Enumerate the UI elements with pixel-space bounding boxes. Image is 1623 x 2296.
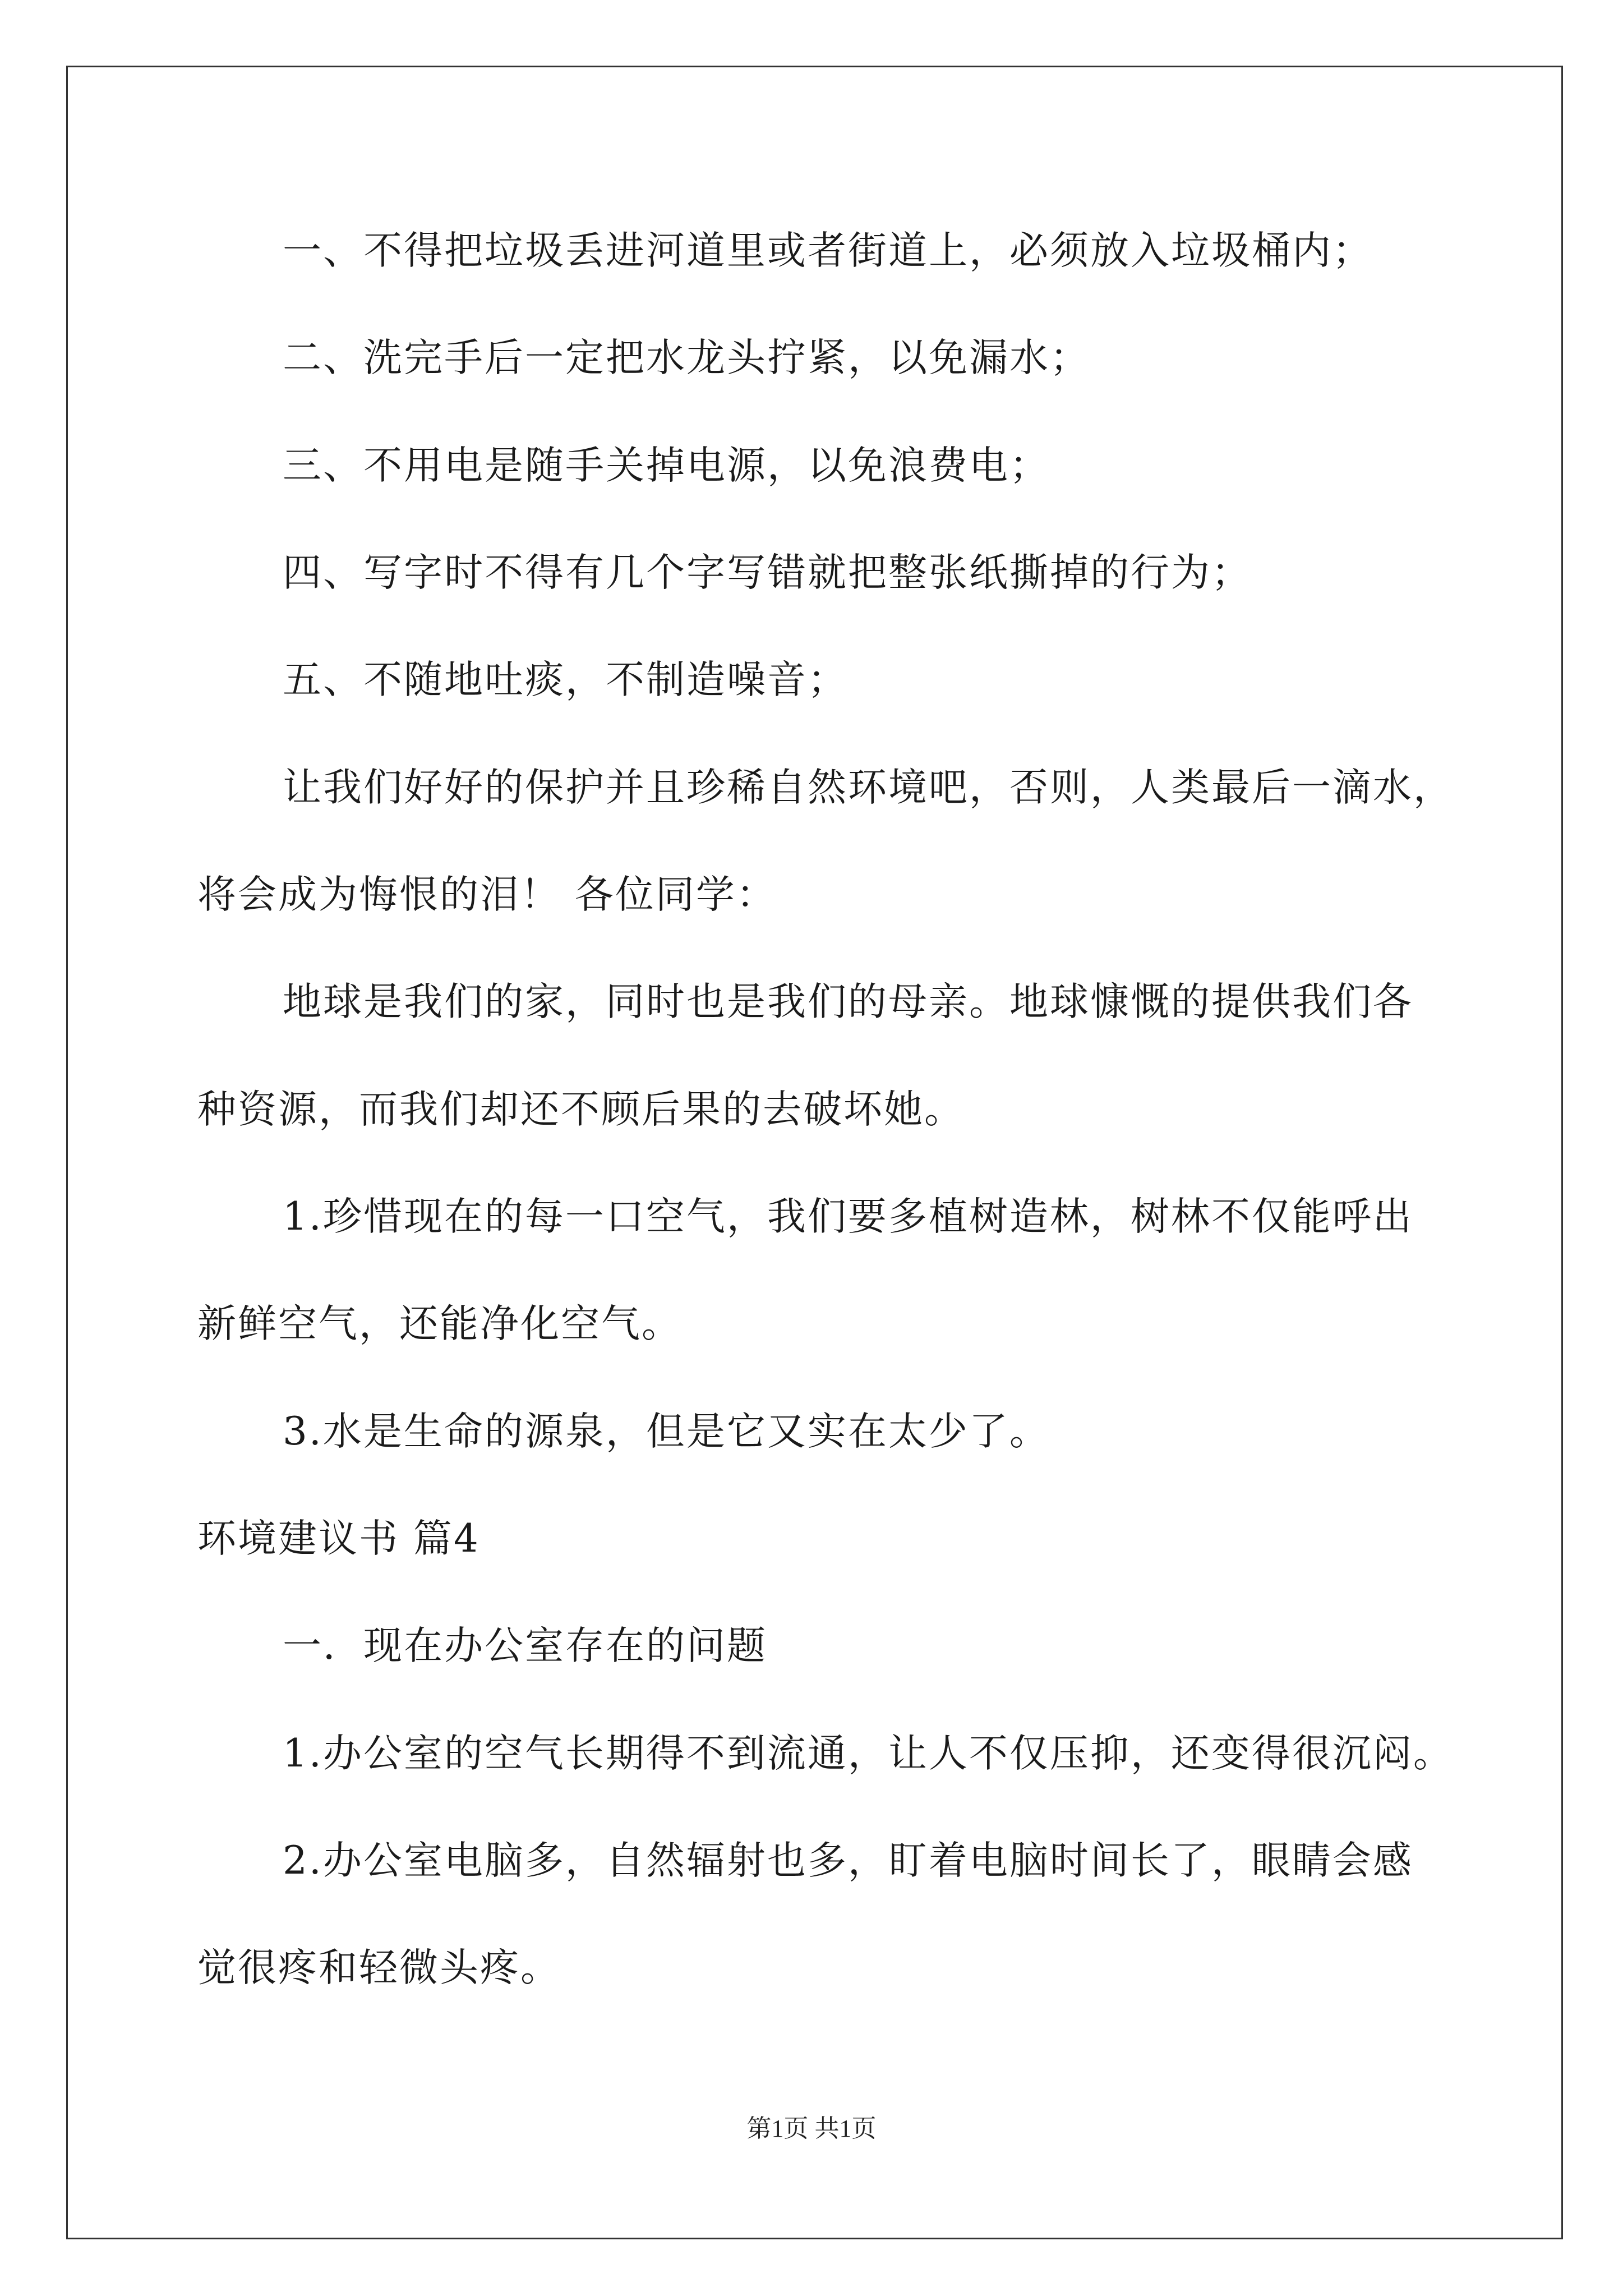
paragraph-office-air: 1.办公室的空气长期得不到流通，让人不仅压抑，还变得很沉闷。 [283, 1731, 1454, 1776]
paragraph-rule-4: 四、写字时不得有几个字写错就把整张纸撕掉的行为； [283, 550, 1252, 595]
paragraph-rule-1: 一、不得把垃圾丢进河道里或者街道上，必须放入垃圾桶内； [283, 228, 1373, 273]
page-border [66, 66, 1563, 2239]
paragraph-earth-line-2: 种资源，而我们却还不顾后果的去破坏她。 [197, 1087, 965, 1132]
paragraph-air-line-1: 1.珍惜现在的每一口空气，我们要多植树造林，树林不仅能呼出 [283, 1194, 1413, 1239]
paragraph-rule-5: 五、不随地吐痰，不制造噪音； [283, 657, 848, 702]
paragraph-appeal-line-1: 让我们好好的保护并且珍稀自然环境吧，否则，人类最后一滴水， [283, 765, 1454, 810]
subheading-office-problems: 一．现在办公室存在的问题 [283, 1623, 767, 1668]
paragraph-office-computer-line-2: 觉很疼和轻微头疼。 [197, 1945, 561, 1990]
paragraph-rule-2: 二、洗完手后一定把水龙头拧紧，以免漏水； [283, 335, 1090, 380]
paragraph-air-line-2: 新鲜空气，还能净化空气。 [197, 1301, 682, 1346]
paragraph-office-computer-line-1: 2.办公室电脑多，自然辐射也多，盯着电脑时间长了，眼睛会感 [283, 1838, 1413, 1883]
page-footer: 第1页 共1页 [746, 2115, 877, 2142]
paragraph-water: 3.水是生命的源泉，但是它又实在太少了。 [283, 1409, 1050, 1454]
paragraph-appeal-line-2: 将会成为悔恨的泪！ 各位同学： [197, 872, 777, 917]
paragraph-rule-3: 三、不用电是随手关掉电源，以免浪费电； [283, 443, 1050, 488]
paragraph-earth-line-1: 地球是我们的家，同时也是我们的母亲。地球慷慨的提供我们各 [283, 979, 1413, 1024]
section-heading: 环境建议书 篇4 [197, 1516, 480, 1561]
